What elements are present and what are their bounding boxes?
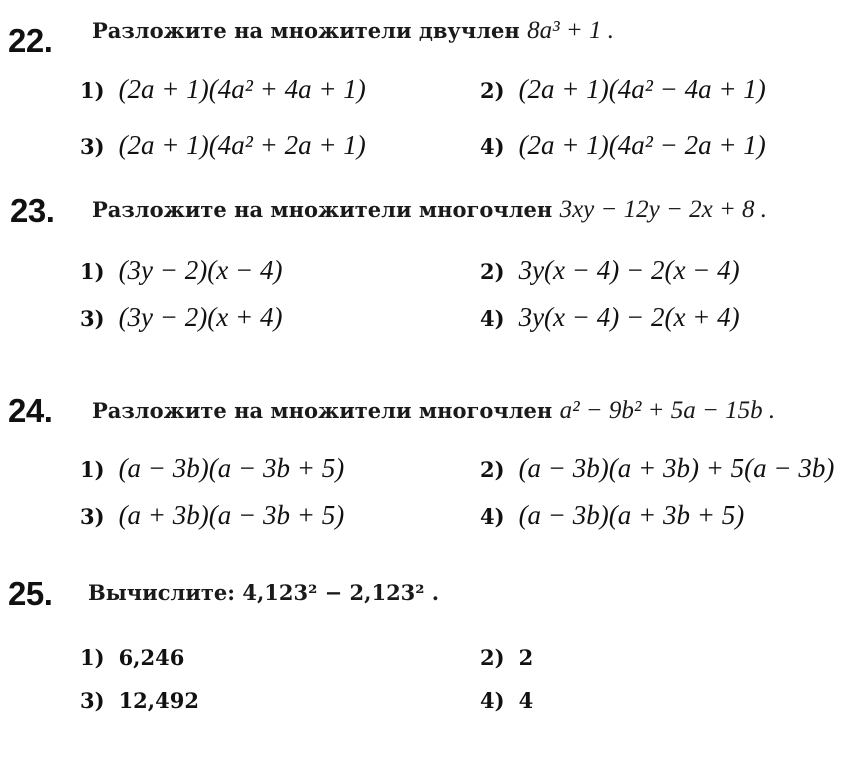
option-value: 3y(x − 4) − 2(x + 4): [518, 302, 740, 332]
task-prompt: [92, 397, 775, 425]
option-value: (2a + 1)(4a² − 2a + 1): [518, 130, 766, 160]
option-index: 2): [480, 645, 505, 670]
option-index: 4): [480, 306, 505, 331]
option-index: 2): [480, 78, 505, 103]
option-4: [480, 130, 766, 161]
option-index: 2): [480, 259, 505, 284]
option-index: 4): [480, 688, 505, 713]
task-expression: 4,123² − 2,123² .: [242, 580, 440, 605]
option-3: [80, 500, 344, 531]
option-value: (a − 3b)(a + 3b + 5): [518, 500, 745, 530]
option-1: [80, 74, 366, 105]
option-value: 2: [518, 645, 534, 670]
option-2: [480, 74, 766, 105]
task-expression: a² − 9b² + 5a − 15b .: [559, 397, 776, 424]
option-4: [480, 302, 740, 333]
option-index: 1): [80, 645, 105, 670]
option-index: 3): [80, 688, 105, 713]
option-2: [480, 255, 740, 286]
option-4: [480, 500, 744, 531]
option-index: 3): [80, 504, 105, 529]
prompt-text: Разложите на множители двучлен: [92, 18, 520, 43]
task-expression: 8a³ + 1 .: [527, 17, 614, 44]
task-expression: 3xy − 12y − 2x + 8 .: [559, 196, 768, 223]
option-value: (3y − 2)(x − 4): [118, 255, 283, 285]
option-3: [80, 685, 199, 715]
task-number: 24.: [8, 392, 53, 429]
option-value: (2a + 1)(4a² + 2a + 1): [118, 130, 366, 160]
option-4: [480, 685, 533, 715]
option-index: 3): [80, 306, 105, 331]
option-value: (2a + 1)(4a² − 4a + 1): [518, 74, 766, 104]
option-index: 1): [80, 457, 105, 482]
option-value: 4: [518, 688, 534, 713]
task-number: 23.: [10, 192, 55, 229]
option-index: 4): [480, 504, 505, 529]
option-1: [80, 255, 282, 286]
option-index: 4): [480, 134, 505, 159]
option-index: 3): [80, 134, 105, 159]
option-value: 12,492: [118, 688, 199, 713]
prompt-text: Разложите на множители многочлен: [92, 197, 553, 222]
option-2: [480, 642, 533, 672]
option-1: [80, 642, 184, 672]
option-value: 3y(x − 4) − 2(x − 4): [518, 255, 740, 285]
task-prompt: [92, 196, 767, 224]
option-3: [80, 302, 282, 333]
task-number: 22.: [8, 22, 53, 59]
prompt-text: Вычислите:: [88, 580, 236, 605]
option-2: [480, 453, 834, 484]
task-prompt: [92, 17, 614, 45]
prompt-text: Разложите на множители многочлен: [92, 398, 553, 423]
option-value: 6,246: [118, 645, 185, 670]
option-value: (a − 3b)(a − 3b + 5): [118, 453, 345, 483]
task-prompt: [88, 580, 439, 605]
option-3: [80, 130, 366, 161]
option-value: (a − 3b)(a + 3b) + 5(a − 3b): [518, 453, 835, 483]
option-value: (3y − 2)(x + 4): [118, 302, 283, 332]
option-index: 1): [80, 78, 105, 103]
option-index: 2): [480, 457, 505, 482]
option-value: (a + 3b)(a − 3b + 5): [118, 500, 345, 530]
option-1: [80, 453, 344, 484]
task-number: 25.: [8, 575, 53, 612]
option-value: (2a + 1)(4a² + 4a + 1): [118, 74, 366, 104]
option-index: 1): [80, 259, 105, 284]
